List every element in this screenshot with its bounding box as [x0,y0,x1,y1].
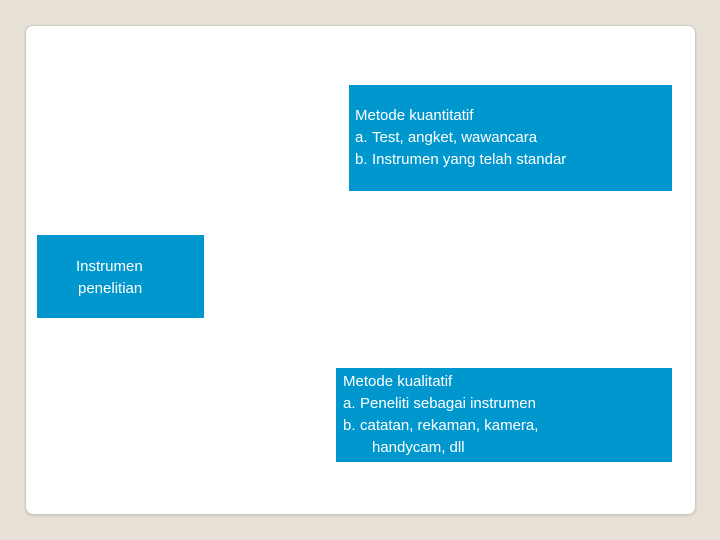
list-item-text: Instrumen yang telah standar [372,151,567,168]
quantitative-item-b [355,149,672,171]
qualitative-title: Metode kualitatif [343,373,453,390]
list-item-text: Test, angket, wawancara [372,129,538,146]
qualitative-item-b [343,415,672,437]
quantitative-item-a [355,127,672,149]
quantitative-title: Metode kuantitatif [355,107,474,124]
list-marker: a. [355,129,368,146]
list-item-text: Peneliti sebagai instrumen [360,395,536,412]
qualitative-method-box [336,368,672,462]
list-item-continuation: handycam, dll [372,439,465,456]
list-marker: a. [343,395,356,412]
instrument-label-line1: Instrumen [76,258,143,275]
quantitative-method-box [349,85,672,191]
instrument-label-line2: penelitian [78,280,143,297]
research-instrument-box [37,235,204,318]
list-marker: b. [343,417,356,434]
list-item-text: catatan, rekaman, kamera, [360,417,539,434]
qualitative-item-a [343,393,672,415]
list-marker: b. [355,151,368,168]
